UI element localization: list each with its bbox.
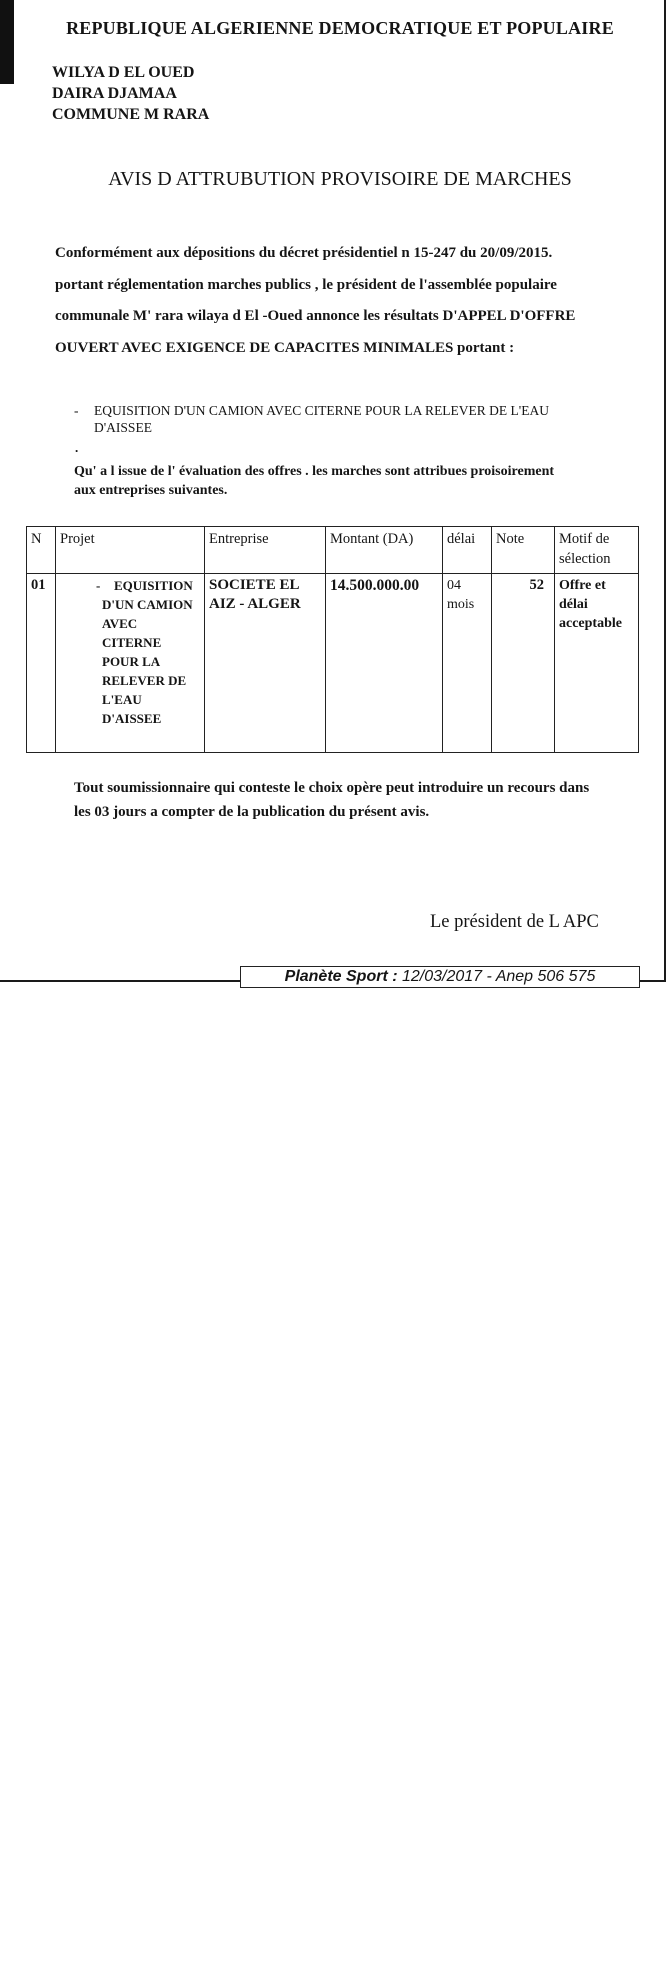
wilaya-line: WILYA D EL OUED: [52, 64, 195, 81]
cell-note: 52: [492, 574, 555, 753]
intro-line: communale M' rara wilaya d El -Oued annonce les résultats D'APPEL D'OFFRE: [55, 308, 576, 324]
projet-line: D'UN CAMION: [102, 597, 193, 612]
cell-delai: [443, 574, 492, 753]
intro-paragraph: [55, 238, 635, 364]
bullet-line: D'AISSEE: [94, 420, 152, 435]
notice-right-border: [664, 0, 666, 981]
projet-line: RELEVER DE: [102, 673, 187, 688]
scanned-notice: [0, 0, 665, 985]
header-n: N: [27, 527, 56, 574]
appeal-line: les 03 jours a compter de la publication du présent avis.: [74, 804, 430, 820]
intro-line: Conformément aux dépositions du décret présidentiel n 15-247 du 20/09/2015.: [55, 245, 553, 261]
republic-header: REPUBLIQUE ALGERIENNE DEMOCRATIQUE ET POPULAIRE: [66, 18, 614, 38]
appeal-paragraph: [74, 776, 634, 824]
projet-line: L'EAU: [102, 692, 142, 707]
projet-line: CITERNE: [102, 635, 162, 650]
cell-montant: 14.500.000.00: [326, 574, 443, 753]
cell-motif: [555, 574, 639, 753]
appeal-line: Tout soumissionnaire qui conteste le choix opère peut introduire un recours dans: [74, 780, 590, 796]
table-header-row: [27, 527, 639, 574]
signature: Le président de L APC: [430, 912, 599, 932]
header-motif-line: Motif de: [559, 531, 610, 547]
notice-title: AVIS D ATTRUBUTION PROVISOIRE DE MARCHES: [108, 168, 572, 190]
daira-line: DAIRA DJAMAA: [52, 85, 177, 102]
motif-line: délai: [559, 597, 588, 612]
motif-line: acceptable: [559, 616, 622, 631]
cell-entreprise: [205, 574, 326, 753]
bullet-line: EQUISITION D'UN CAMION AVEC CITERNE POUR LA RELEVER DE L'EAU: [94, 403, 549, 418]
administrative-block: [52, 62, 209, 125]
header-montant: Montant (DA): [326, 527, 443, 574]
projet-first-line: [60, 576, 200, 595]
evaluation-line: aux entreprises suivantes.: [74, 483, 228, 498]
header-note: Note: [492, 527, 555, 574]
header-entreprise: Entreprise: [205, 527, 326, 574]
motif-line: Offre et: [559, 578, 606, 593]
cell-n: 01: [27, 574, 56, 753]
stray-dot: .: [75, 440, 79, 455]
scan-corner-mark: [0, 0, 14, 84]
publication-details: 12/03/2017 - Anep 506 575: [397, 968, 596, 985]
projet-line: D'AISSEE: [102, 711, 162, 726]
header-delai: délai: [443, 527, 492, 574]
publication-name: Planète Sport :: [284, 968, 398, 985]
projet-line: EQUISITION: [114, 578, 193, 593]
bullet-dash: -: [74, 403, 79, 418]
header-motif-line: sélection: [559, 551, 611, 567]
project-bullet: [74, 402, 614, 436]
table-row: [27, 574, 639, 753]
intro-line: OUVERT AVEC EXIGENCE DE CAPACITES MINIMALES portant :: [55, 339, 515, 356]
header-motif: [555, 527, 639, 574]
intro-line: portant réglementation marches publics , le président de l'assemblée populaire: [55, 276, 557, 293]
results-table: [26, 526, 639, 753]
evaluation-line: Qu' a l issue de l' évaluation des offres . les marches sont attribues proisoirement: [74, 464, 555, 479]
entreprise-line: AIZ - ALGER: [209, 596, 301, 612]
commune-line: COMMUNE M RARA: [52, 106, 210, 123]
projet-line: AVEC: [102, 616, 138, 631]
cell-projet: [56, 574, 205, 753]
evaluation-paragraph: [74, 462, 634, 500]
delai-line: 04: [447, 578, 461, 593]
entreprise-line: SOCIETE EL: [209, 577, 300, 593]
projet-line: POUR LA: [102, 654, 161, 669]
delai-line: mois: [447, 597, 475, 612]
projet-dash: -: [96, 578, 101, 593]
header-projet: Projet: [56, 527, 205, 574]
publication-source-box: [240, 966, 640, 988]
